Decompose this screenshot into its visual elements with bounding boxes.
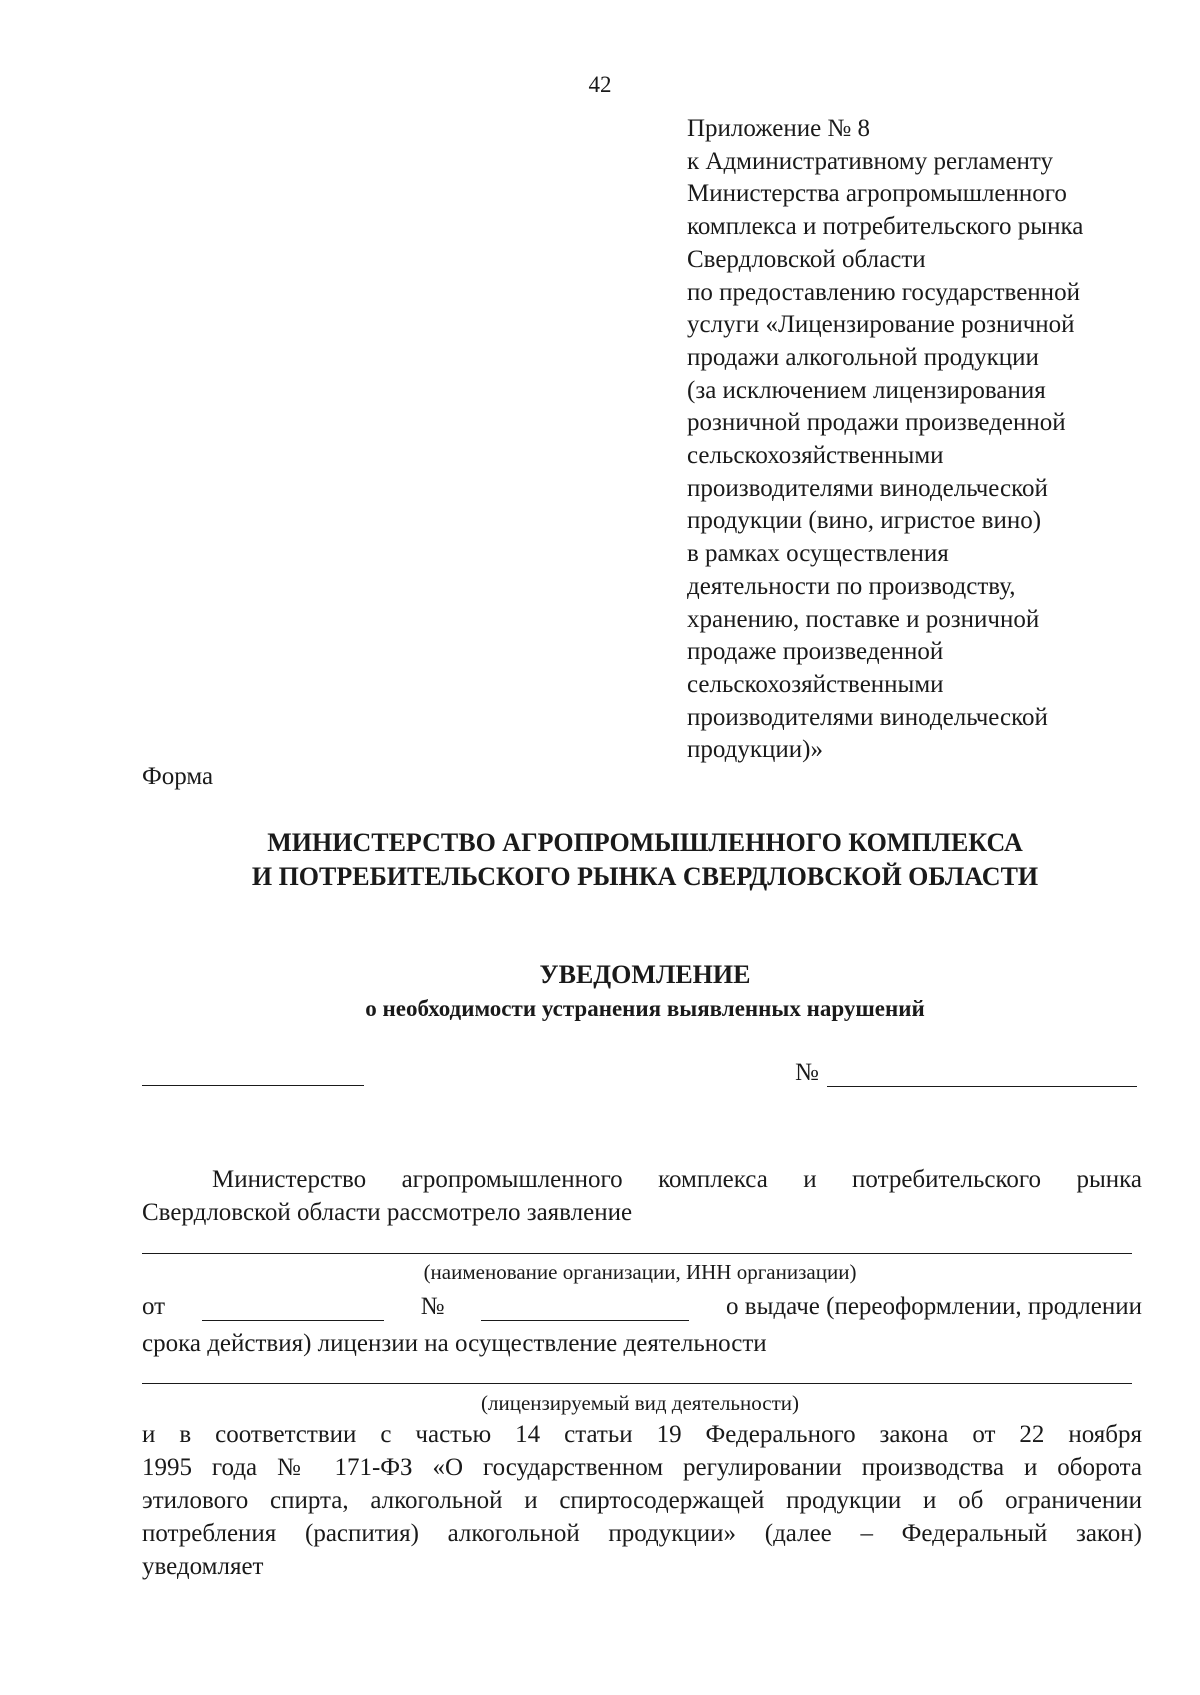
- appendix-line: в рамках осуществления: [687, 540, 949, 568]
- intro-line-1: Министерство агропромышленного комплекса и потребительского рынка: [212, 1166, 1142, 1193]
- activity-blank-field[interactable]: [142, 1383, 1132, 1384]
- notice-title: УВЕДОМЛЕНИЕ: [539, 960, 751, 989]
- form-label: Форма: [142, 763, 214, 790]
- ministry-title-line-1: МИНИСТЕРСТВО АГРОПРОМЫШЛЕННОГО КОМПЛЕКСА: [267, 828, 1023, 857]
- ministry-title-line-2: И ПОТРЕБИТЕЛЬСКОГО РЫНКА СВЕРДЛОВСКОЙ ОБЛАСТИ: [251, 862, 1039, 891]
- appendix-line: производителями винодельческой: [687, 703, 1048, 731]
- law-line-1: и в соответствии с частью 14 статьи 19 Федерального закона от 22 ноября: [142, 1421, 1142, 1448]
- law-paragraph: [142, 1418, 1142, 1583]
- number-blank-field[interactable]: [827, 1062, 1137, 1087]
- notice-subtitle: о необходимости устранения выявленных нарушений: [365, 996, 925, 1021]
- term-line: срока действия) лицензии на осуществление деятельности: [142, 1330, 767, 1357]
- appendix-line: Свердловской области: [687, 245, 926, 273]
- date-blank-field[interactable]: [142, 1085, 364, 1086]
- appendix-line: услуги «Лицензирование розничной: [687, 311, 1075, 339]
- appendix-line: сельскохозяйственными: [687, 442, 944, 470]
- term-paragraph: [142, 1327, 1142, 1360]
- from-line-rest: о выдаче (переоформлении, продлении: [726, 1293, 1142, 1320]
- appendix-line: розничной продажи произведенной: [687, 409, 1066, 437]
- ministry-title: [0, 826, 1200, 894]
- activity-caption: (лицензируемый вид деятельности): [481, 1391, 799, 1415]
- appendix-line: деятельности по производству,: [687, 572, 1016, 600]
- from-label: от: [142, 1293, 166, 1320]
- application-number-blank-field[interactable]: [481, 1298, 689, 1321]
- appendix-line: по предоставлению государственной: [687, 278, 1080, 306]
- law-line-3: этилового спирта, алкогольной и спиртосодержащей продукции и об ограничении: [142, 1487, 1142, 1514]
- page-number: 42: [588, 72, 612, 97]
- organization-caption: (наименование организации, ИНН организации): [423, 1260, 857, 1284]
- appendix-line: продукции (вино, игристое вино): [687, 507, 1042, 535]
- number-field: [795, 1059, 1137, 1087]
- appendix-line: к Административному регламенту: [687, 147, 1054, 175]
- number-label: №: [795, 1059, 819, 1086]
- appendix-block: [687, 113, 1157, 767]
- intro-line-2: Свердловской области рассмотрело заявление: [142, 1199, 633, 1226]
- intro-paragraph: [142, 1163, 1142, 1229]
- appendix-line: Министерства агропромышленного: [687, 180, 1067, 208]
- law-line-4: потребления (распития) алкогольной продукции» (далее – Федеральный закон): [142, 1520, 1142, 1547]
- appendix-line: продажи алкогольной продукции: [687, 343, 1039, 371]
- organization-blank-field[interactable]: [142, 1253, 1132, 1254]
- appendix-line: продаже произведенной: [687, 638, 944, 666]
- appendix-line: (за исключением лицензирования: [687, 376, 1046, 404]
- application-date-blank-field[interactable]: [202, 1298, 384, 1321]
- appendix-line: сельскохозяйственными: [687, 670, 944, 698]
- law-last-line: уведомляет: [142, 1553, 264, 1580]
- appendix-line: производителями винодельческой: [687, 474, 1048, 502]
- appendix-line: Приложение № 8: [687, 115, 871, 142]
- from-line: [142, 1293, 1142, 1321]
- appendix-line: хранению, поставке и розничной: [687, 605, 1040, 633]
- application-number-label: №: [420, 1293, 445, 1320]
- law-line-2: 1995 года № 171-ФЗ «О государственном регулировании производства и оборота: [142, 1454, 1142, 1481]
- appendix-line: комплекса и потребительского рынка: [687, 213, 1084, 241]
- appendix-line: продукции)»: [687, 736, 823, 764]
